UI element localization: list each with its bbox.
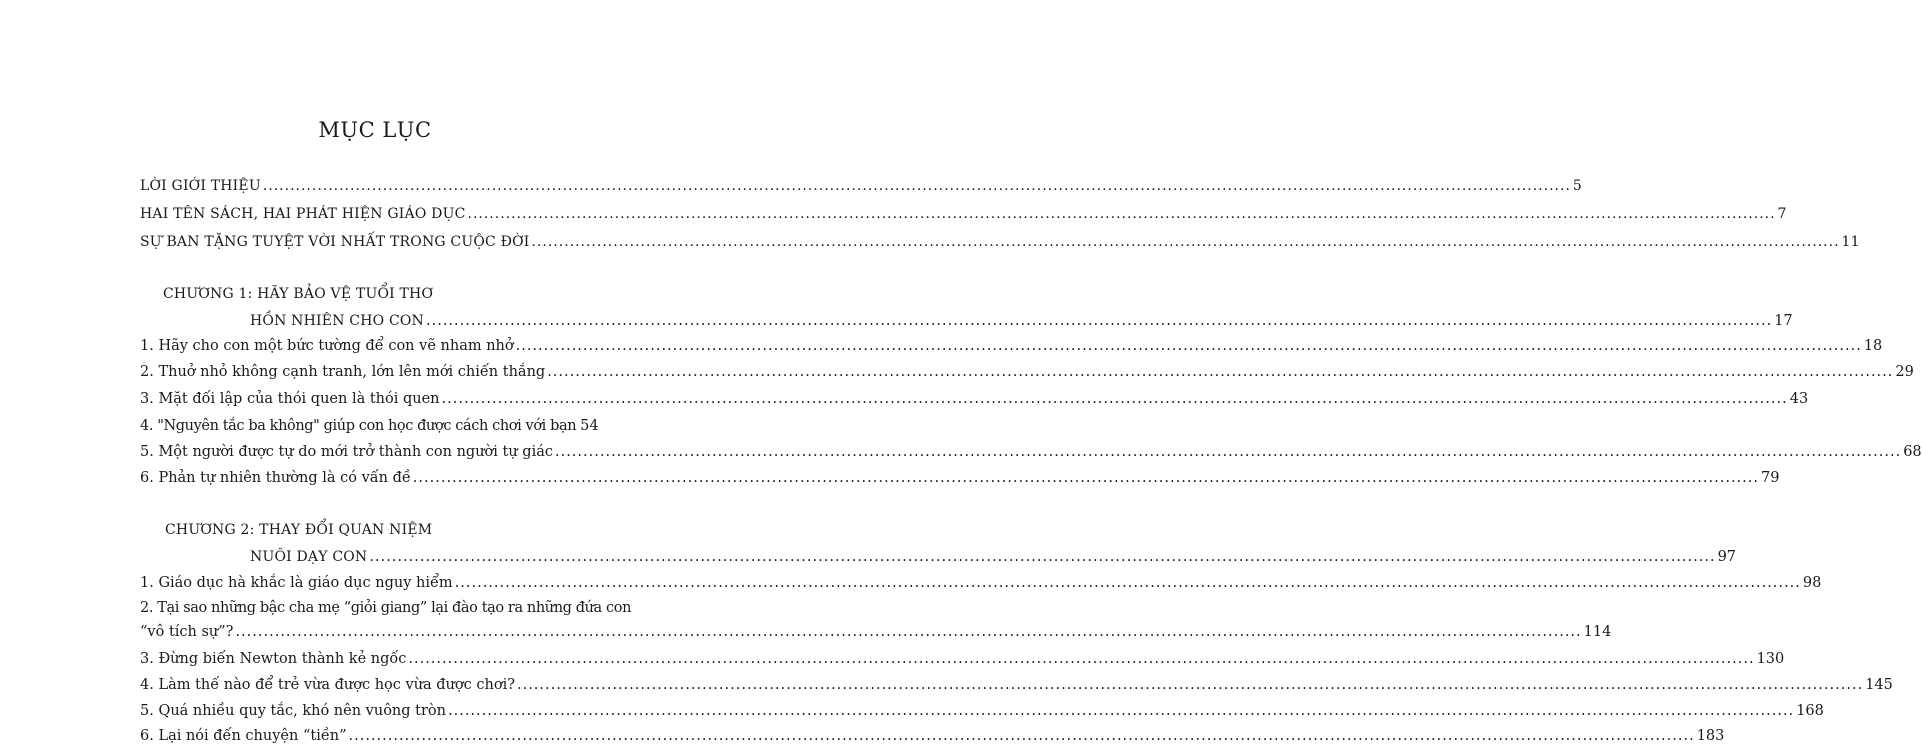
toc-entry-title: 6. Lại nói đến chuyện “tiền” bbox=[140, 728, 347, 744]
toc-entry-title: “vô tích sự”? bbox=[140, 624, 234, 640]
toc-entry[interactable] bbox=[140, 338, 1883, 354]
toc-entry-page: 68 bbox=[1903, 444, 1922, 460]
page-title: MỤC LỤC bbox=[318, 118, 432, 142]
chapter-1-heading: CHƯƠNG 1: HÃY BẢO VỆ TUỔI THƠ bbox=[163, 286, 434, 302]
toc-entry-wrapped-title[interactable]: 2. Tại sao những bậc cha mẹ “giỏi giang” lại đào tạo ra những đứa con bbox=[140, 600, 632, 616]
toc-entry-page: 7 bbox=[1777, 206, 1787, 222]
toc-entry-title: LỜI GIỚI THIỆU bbox=[140, 178, 261, 194]
dot-leader bbox=[555, 444, 1901, 460]
dot-leader bbox=[547, 364, 1893, 380]
toc-entry[interactable] bbox=[140, 364, 1914, 380]
toc-entry-title: 1. Hãy cho con một bức tường để con vẽ nham nhở bbox=[140, 338, 514, 354]
dot-leader bbox=[442, 391, 1788, 407]
toc-entry-page: 168 bbox=[1796, 703, 1824, 719]
toc-entry-title: HAI TÊN SÁCH, HAI PHÁT HIỆN GIÁO DỤC bbox=[140, 206, 466, 222]
toc-entry[interactable] bbox=[140, 728, 1725, 744]
toc-entry-page: 54 bbox=[580, 418, 599, 434]
toc-entry-title: 5. Quá nhiều quy tắc, khó nên vuông tròn bbox=[140, 703, 446, 719]
toc-entry-title: NUÔI DẠY CON bbox=[250, 549, 368, 565]
toc-entry[interactable] bbox=[140, 391, 1809, 407]
dot-leader bbox=[517, 677, 1863, 693]
toc-entry-page: 183 bbox=[1696, 728, 1725, 744]
toc-entry-page: 5 bbox=[1572, 178, 1582, 194]
toc-entry[interactable] bbox=[140, 575, 1822, 591]
toc-entry-page: 17 bbox=[1774, 313, 1793, 329]
toc-entry-title: SỰ BAN TẶNG TUYỆT VỜI NHẤT TRONG CUỘC ĐỜI bbox=[140, 234, 530, 250]
dot-leader bbox=[426, 313, 1772, 329]
toc-entry[interactable] bbox=[140, 624, 1612, 640]
toc-entry-page: 145 bbox=[1865, 677, 1893, 693]
toc-entry-title: 4. "Nguyên tắc ba không" giúp con học được cách chơi với bạn bbox=[140, 418, 577, 434]
toc-entry[interactable] bbox=[140, 470, 1780, 486]
dot-leader bbox=[235, 624, 1581, 640]
dot-leader bbox=[413, 470, 1759, 486]
toc-entry-title: 3. Mặt đối lập của thói quen là thói quen bbox=[140, 391, 440, 407]
dot-leader bbox=[369, 549, 1715, 565]
toc-entry-page: 11 bbox=[1841, 234, 1860, 250]
toc-entry[interactable] bbox=[140, 444, 1922, 460]
dot-leader bbox=[349, 728, 1695, 744]
toc-entry-page: 43 bbox=[1789, 391, 1809, 407]
toc-entry[interactable] bbox=[140, 651, 1785, 667]
dot-leader bbox=[455, 575, 1801, 591]
toc-entry[interactable] bbox=[140, 206, 1787, 222]
toc-entry-page: 97 bbox=[1717, 549, 1737, 565]
toc-entry[interactable] bbox=[140, 703, 1824, 719]
toc-entry-page: 98 bbox=[1802, 575, 1822, 591]
chapter-2-heading-line2[interactable] bbox=[250, 549, 1737, 565]
toc-entry-page: 130 bbox=[1756, 651, 1785, 667]
dot-leader bbox=[448, 703, 1794, 719]
toc-entry[interactable] bbox=[140, 234, 1860, 250]
toc-entry-page: 29 bbox=[1895, 364, 1914, 380]
dot-leader bbox=[408, 651, 1754, 667]
dot-leader bbox=[516, 338, 1862, 354]
dot-leader bbox=[263, 178, 1571, 194]
toc-entry[interactable] bbox=[140, 418, 599, 434]
toc-entry-title: 3. Đừng biến Newton thành kẻ ngốc bbox=[140, 651, 407, 667]
toc-entry-title: 2. Thuở nhỏ không cạnh tranh, lớn lên mới chiến thắng bbox=[140, 364, 546, 380]
chapter-2-heading: CHƯƠNG 2: THAY ĐỔI QUAN NIỆM bbox=[165, 522, 433, 538]
dot-leader bbox=[468, 206, 1776, 222]
toc-entry-page: 79 bbox=[1761, 470, 1780, 486]
dot-leader bbox=[531, 234, 1839, 250]
toc-entry-page: 18 bbox=[1863, 338, 1883, 354]
toc-entry-title: 1. Giáo dục hà khắc là giáo dục nguy hiểm bbox=[140, 575, 453, 591]
toc-entry-title: 4. Làm thế nào để trẻ vừa được học vừa được chơi? bbox=[140, 677, 515, 693]
toc-entry-title: 6. Phản tự nhiên thường là có vấn đề bbox=[140, 470, 411, 486]
chapter-1-heading-line2[interactable] bbox=[250, 313, 1793, 329]
toc-entry[interactable] bbox=[140, 677, 1893, 693]
toc-entry-page: 114 bbox=[1583, 624, 1612, 640]
toc-entry[interactable] bbox=[140, 178, 1582, 194]
toc-entry-title: 5. Một người được tự do mới trở thành con người tự giác bbox=[140, 444, 553, 460]
toc-entry-title: HỒN NHIÊN CHO CON bbox=[250, 313, 424, 329]
